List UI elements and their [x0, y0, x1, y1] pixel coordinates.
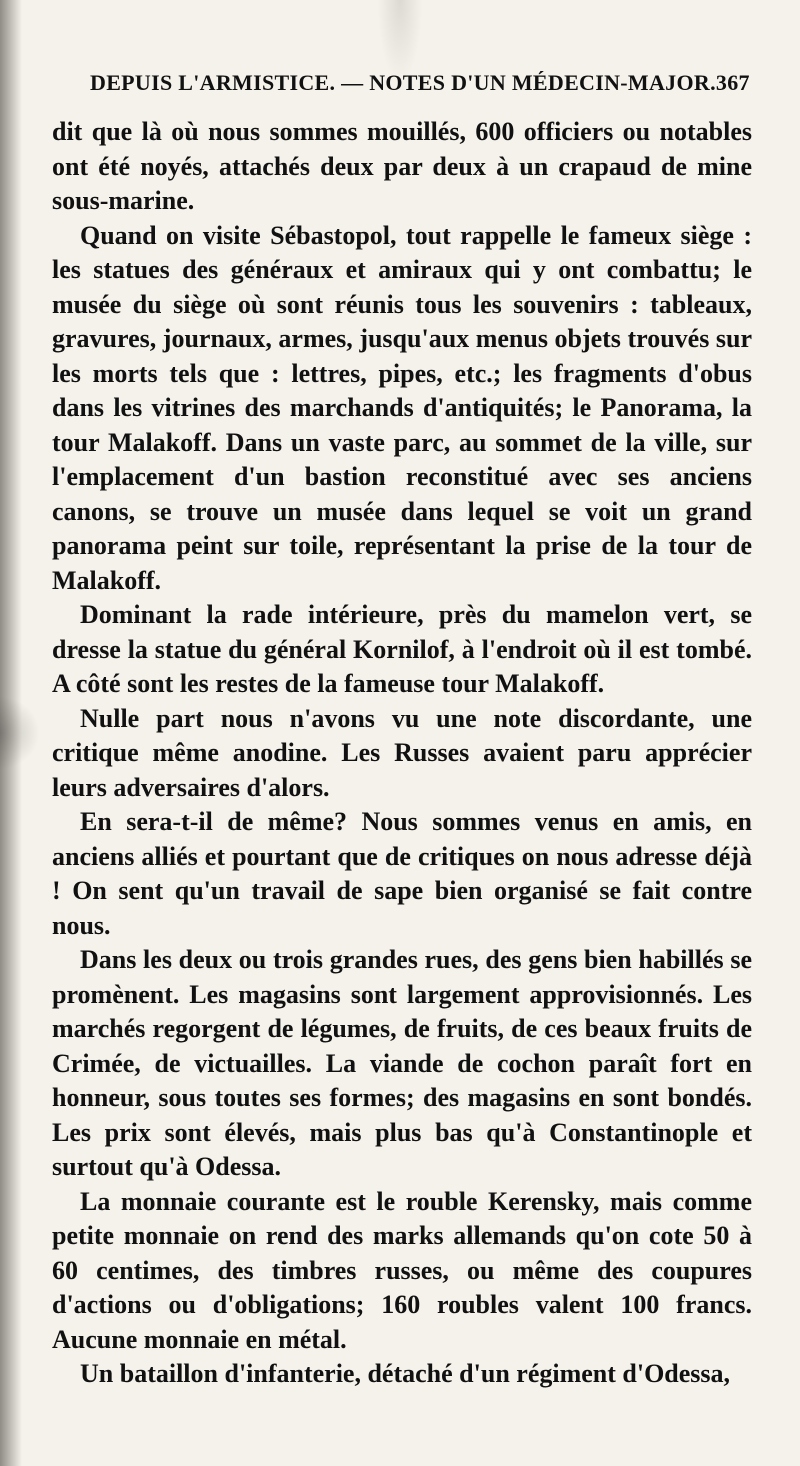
- body-text: [52, 115, 752, 1392]
- paragraph-rues: Dans les deux ou trois grandes rues, des gens bien habillés se promènent. Les magasins sont largement approvisionnés. Les marchés regorgent de légumes, de fruits, de ces beaux fruits de Crimée, de victuailles. La viande de cochon paraît fort en honneur, sous toutes ses formes; des magasins en sont bondés. Les prix sont élevés, mais plus bas qu'à Constantinople et surtout qu'à Odessa.: [52, 945, 752, 1181]
- running-title: DEPUIS L'ARMISTICE. — NOTES D'UN MÉDECIN-MAJOR.: [90, 70, 716, 95]
- page-gutter-shadow: [0, 0, 22, 1466]
- page-header: [90, 70, 750, 96]
- paragraph-continuation: dit que là où nous sommes mouillés, 600 officiers ou notables ont été noyés, attachés deux par deux à un crapaud de mine sous-marine.: [52, 117, 752, 215]
- paragraph-en-sera: En sera-t-il de même? Nous sommes venus en amis, en anciens alliés et pourtant que de critiques on nous adresse déjà ! On sent qu'un travail de sape bien organisé se fait contre nous.: [52, 807, 752, 940]
- paragraph-nulle-part: Nulle part nous n'avons vu une note discordante, une critique même anodine. Les Russes avaient paru apprécier leurs adversaires d'alors.: [52, 703, 752, 802]
- paragraph-monnaie: La monnaie courante est le rouble Kerensky, mais comme petite monnaie on rend des marks allemands qu'on cote 50 à 60 centimes, des timbres russes, ou même des coupures d'actions ou d'obligations; 160 roubles valent 100 francs. Aucune monnaie en métal.: [52, 1186, 752, 1354]
- paragraph-bataillon: Un bataillon d'infanterie, détaché d'un régiment d'Odessa,: [80, 1359, 731, 1388]
- page-number: 367: [715, 70, 750, 95]
- paragraph-kornilof: Dominant la rade intérieure, près du mamelon vert, se dresse la statue du général Kornilof, à l'endroit où il est tombé. A côté sont les restes de la fameuse tour Malakoff.: [52, 600, 752, 698]
- paragraph-sebastopol: Quand on visite Sébastopol, tout rappelle le fameux siège : les statues des généraux et amiraux qui y ont combattu; le musée du siège où sont réunis tous les souvenirs : tableaux, gravures, journaux, armes, jusqu'aux menus objets trouvés sur les morts tels que : lettres, pipes, etc.; les fragments d'obus dans les vitrines des marchands d'antiquités; le Panorama, la tour Malakoff. Dans un vaste parc, au sommet de la ville, sur l'emplacement d'un bastion reconstitué avec ses anciens canons, se trouve un musée dans lequel se voit un grand panorama peint sur toile, représentant la prise de la tour de Malakoff.: [52, 220, 752, 595]
